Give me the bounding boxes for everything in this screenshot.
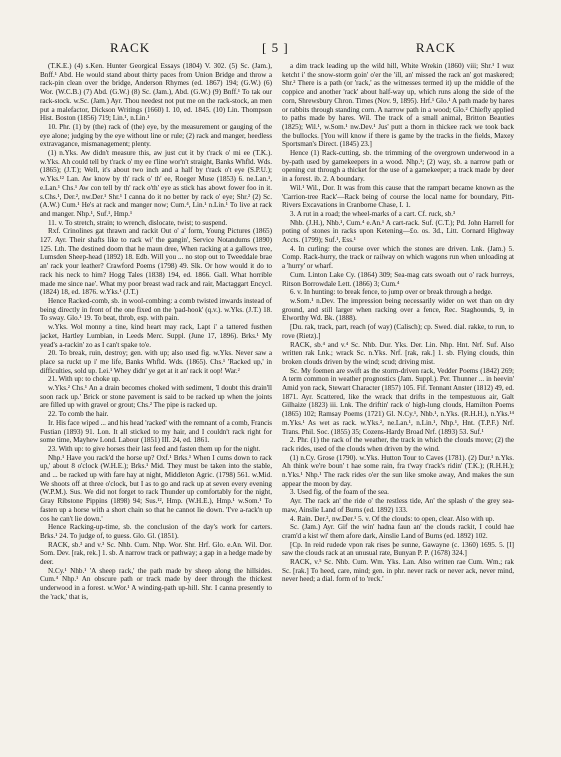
entry-paragraph: (1) n.Yks. Aw didn't measure this, aw just cut it by t'rack o' mi ee (T.K.). w.Yks. Ah could tell by t'rack o' my ee t'line wor'n't straight, Banks Whfld. Wds. (1865); (J.T.); Well, it's about two inch and a half by t'rack o't eye (S.P.U.); w.Yks.¹² Lan. Aw know by th' rack o' th' ee, Roeger Muse (1853) 6. ne.Lan.¹, e.Lan.¹ Chs.¹ Aw con tell by th' rack o'th' eye as stick has abowt fower foo in it. s.Chs.¹, Der.², nw.Der.¹ Shr.¹ I canna do it no better by rack o' eye; Shr.² (2) Sc. (A.W.) Cum.¹ He's at rack and manger now; Cum.⁴, Lin.¹ n.Lin.¹ To live at rack and manger. Nhp.¹, Suf.¹, Hmp.¹ (40, 149, 272, 218)
entry-paragraph: Cum. Linton Lake Cy. (1864) 309; Sea-mag cats swoath out o' rack hurreys, Ritson Borrowdale Lett. (1866) 3; Cum.⁴ (282, 270, 514, 288)
entry-paragraph: N.Cy.¹ Nhb.¹ 'A sheep rack,' the path made by sheep along the hillsides. Cum.⁴ Nhp.¹ An obscure path or track made by deer through the thickest underwood in a forest. w.Wor.¹ A winding-path up-hill. Shr. I canna presently to the 'rack,' that is, (40, 566, 272, 601)
entry-paragraph: 21. With up: to choke up. (48, 375, 121, 384)
right-column (282, 62, 514, 752)
entry-paragraph: 4. Rain. Der.², nw.Der.¹ 5. v. Of the clouds: to open, clear. Also with up. (290, 514, 495, 523)
entry-paragraph: w.Yks.² Chs.¹ An a drain becomes choked with sediment, 'I doubt this drain'll soon rack up.' Brick or stone pavement is said to be racked up when the joints are filled up with gravel or grout; Chs.² The pipe is racked up. (40, 384, 272, 410)
entry-paragraph: w.Yks. Wol monny a tine, kind heart may rack, Lapt i' a tattered fusthen jacket, Hartley Lumbian, in Leeds Merc. Suppl. (June 17, 1896). Brks.¹ My yead's a-rackin' zo as I can't spake to'e. (40, 323, 272, 349)
entry-paragraph: Wil.¹ Wil., Dor. It was from this cause that the rampart became known as the 'Carrion-tree Rack'—Rack being of course the local name for boundary, Pitt-Rivers Excavations in Cranborne Chase, I. 1. (282, 183, 514, 210)
entry-paragraph: 6. v. In hunting: to break fence, to jump over or break through a hedge. (290, 288, 493, 297)
left-column (40, 62, 272, 752)
entry-paragraph: 3. Used fig. of the foam of the sea. (290, 488, 389, 497)
page-number: [ 5 ] (262, 40, 289, 55)
entry-paragraph: 23. With up: to give horses their last feed and fasten them up for the night. (48, 444, 261, 453)
entry-paragraph: 4. In curling: the course over which the stones are driven. Lnk. (Jam.) 5. Comp. Rack-hurry, the track or railway on which wagons run when unloading at a 'hurry' or wharf. (282, 244, 514, 271)
entry-paragraph: Rxf. Crinolines gat thrawn and rackit Out o' a' form, Young Pictures (1865) 127. Ayr. Their shafts like to rack wi' the gangin', Service Notandums (1890) 125. Lth. The destined doom that he maun dree, When racking at a gallows tree, Lumsden Sheep-head (1892) 18. Edb. Will you ... no stop out to Tweeddale brae an' rack your leather? Crawford Poems (1798) 49. Slk. Or how would it do to rack his neck to him? Hogg Tales (1838) 194, ed. 1866. Gall. What horrible made me since nae'. What my poor breast wad rack and rair, Mactaggart Encycl. (1824) 18, ed. 1876. w.Yks.¹ (J.T.) (40, 227, 272, 297)
entry-paragraph: [Du. rak, track, part, reach (of way) (Calisch); cp. Swed. dial. rakke, to run, to rove (Rietz).] (282, 323, 514, 340)
entry-paragraph: (T.K.E.) (4) s.Ken. Hunter Georgical Essays (1804) V. 302. (5) Sc. (Jam.), Bnff.¹ Abd. He would stand about thirty paces from Union Bridge and throw a rack-pin clean over the bridge, Anderson Rhymes (ed. 1867) 194; (G.W.) (6) Wor. (W.C.B.) (7) Abd. (G.W.) (8) Sc. (Jam.), Abd. (G.W.) (9) Bnff.¹ To tak our rack-stock. w.Sc. (Jam.) Ayr. Thou needest not put me on the rack-stock, an men put a malefactor, Dickson Writings (1660) I. 10, ed. 1845. (10) Lin. Thompson Hist. Boston (1856) 719; Lin.¹, n.Lin.¹ (40, 62, 272, 123)
entry-paragraph: [Cp. In reid rudede vpon rak rises þe sunne, Gawayne (c. 1360) 1695. 5. [I] saw the clouds rack at an unusual rate, Bunyan P. P. (1678) 324.] (282, 540, 514, 558)
entry-paragraph: w.Som.¹ n.Dev. The impression being necessarily wider on wet than on dry ground, and still larger when racking over a fence, Rec. Staghounds, 9, in Elworthy Wd. Bk. (1888). (282, 296, 514, 323)
entry-paragraph: Hence Racked-comb, sb. in wool-combing: a comb twisted inwards instead of being directly in front of the one fixed on the 'pad-hook' (q.v.). w.Yks. (J.T.) 18. To sway. Glo.¹ 19. To beat, throb, esp. with pain. (40, 296, 272, 323)
entry-paragraph: Hence (1) Rack-cutting, sb. the trimming of the overgrown underwood in a by-path used by gamekeepers in a wood. Nhp.¹; (2) way, sb. a narrow path or opening cut through a thicket for the use of a gamekeeper; a track made by deer in a forest. ib. 2. A boundary. (282, 149, 514, 184)
entry-paragraph: Nhb. (J.H.), Nhb.¹, Cum.⁴ e.An.¹ A cart-rack. Suf. (C.T.); Pd. John Harrell for poting of stones in racks upon Ketening—£o. os. 3d., Litt. Cornard Highway Accts. (1799); Suf.¹, Ess.¹ (282, 218, 514, 245)
entry-paragraph: Hence Racking-up-time, sb. the conclusion of the day's work for carters. Brks.¹ 24. To judge of, to guess. Glo. Gl. (1851). (40, 523, 272, 540)
entry-paragraph: 2. Phr. (1) the rack of the weather, the track in which the clouds move; (2) the rack rides, used of the clouds when driven by the wind. (282, 436, 514, 453)
entry-paragraph: 11. v. To stretch, strain; to wrench, dislocate, twist; to suspend. (48, 218, 228, 227)
entry-paragraph: (1) n.Cy. Grose (1790). w.Yks. Hutton Tour to Caves (1781). (2) Dur.¹ n.Yks. Ah think we're boun' t hae some rain, fra t'way t'rack's ridin' (T.K.); (R.H.H.); n.Yks.¹ Nhp.¹ The rack rides o'er the sun like smoke away, And makes the sun appear the moon by day. (282, 453, 514, 488)
entry-paragraph: Sc. (Jam.) Ayr. Gif the win' hadna faun an' the clouds rackit, I could hae cram'd a kist wi' them afore dark, Ainslie Land of Burns (ed. 1892) 102. (282, 523, 514, 540)
entry-paragraph: Ayr. The rack an' the ride o' the restless tide, An' the splash o' the grey sea-maw, Ainslie Land of Burns (ed. 1892) 133. (282, 497, 514, 514)
running-head-right: RACK (415, 40, 456, 55)
entry-paragraph: 3. A rut in a road; the wheel-marks of a cart. Cf. ruck, sb.³ (290, 209, 456, 218)
entry-paragraph: 22. To comb the hair. (48, 410, 109, 419)
entry-paragraph: 20. To break, ruin, destroy; gen. with up; also used fig. w.Yks. Never saw a place sa ruckt up i' me life, Banks Whfld. Wds. (1865). Chs.¹ 'Racked up,' in difficulties, sold up. Lei.¹ Whey didn' ye get at it an' rack it oop! War.² (40, 349, 272, 375)
entry-paragraph: 10. Phr. (1) by (the) rack of (the) eye, by the measurement or gauging of the eye alone; judging by the eye without line or rule; (2) rack and manger, heedless extravagance, mismanagement; plenty. (40, 122, 272, 149)
entry-paragraph: Sc. My foemen are swift as the storm-driven rack, Vedder Poems (1842) 269; A term common in weather prognostics (Jam. Suppl.). Per. Thunner ... in heevin' Amid yon rack, Stewart Character (1857) 105. Fif. Tennant Anster (1812) 49, ed. 1871. Ayr. Scattered, like the wrack that drifts in the tempestuous air, Galt Gilhaize (1823) iii. Lnk. The driftin' rack o' high-lung clouds, Hamilton Poems (1865) 102; Ramsay Poems (1721) Gl. N.Cy.¹, Nhb.¹, n.Yks. (R.H.H.), n.Yks.¹⁴ m.Yks.¹ As wet as rack. w.Yks.², ne.Lan.¹, n.Lin.¹, Nhp.¹, Hnt. (T.P.F.) Nrf. Trans. Phil. Soc. (1855) 35; Cozens-Hardy Broad Nrf. (1893) 53. Suf.¹ (282, 366, 514, 436)
entry-paragraph: RACK, sb.⁴ and v.⁴ Sc. Nhb. Dur. Yks. Der. Lin. Nhp. Hnt. Nrf. Suf. Also written rak Lnk.; wrack Sc. n.Yks. Nrf. [rak, rak.] 1. sb. Flying clouds, thin broken clouds driven by the wind; scud; driving mist. (282, 340, 514, 366)
entry-paragraph: a dim track leading up the wild hill, White Wrekin (1860) viii; Shr.¹ I wuz ketcht i' the snow-storm goin' o'er the 'ill, an' missed the rack an' got maskered; Shr.² There is a path (or 'rack,' as the witnesses termed it) up the middle of the coppice and another 'rack' about half-way up, which runs along the side of the corn, Shrewsbury Chron. Times (Nov. 9, 1895). Hrf.¹ Glo.¹ A path made by hares or rabbits through standing corn. A narrow path in a wood; Glo.² Chiefly applied to paths made by hares. Wil. The track of a small animal, Britton Beauties (1825); Wil.¹, w.Som.¹ nw.Dev.¹ Jus' putt a thorn in thickee rack we took back the bullocks. [You will know if there is game by the tracks in the fields, Maxey Sportsman's Direct. (1845) 23.] (282, 62, 514, 149)
entry-paragraph: RACK, sb.³ and v.³ Sc. Nhb. Cum. Nhp. Wor. Shr. Hrf. Glo. e.An. Wil. Dor. Som. Dev. [rak, rek.] 1. sb. A narrow track or pathway; a gap in a hedge made by deer. (40, 540, 272, 567)
entry-paragraph: Nhp.¹ Have you rack'd the horse up? Oxf.¹ Brks.¹ When I cums down to rack up,' about 8 o'clock (W.H.E.); Brks.¹ Mid. They must be taken into the stable, and ... be racked up with fare hay at night, Middleton Agric. (1798) 561. w.Mid. We shoots off at three o'clock, but I as to go and rack up at seven every evening (W.P.M.). Sus. We did not forget to rack Thunder up comfortably for the night, Gray Ribstone Pippins (1898) 94; Sus.¹², Hmp. (W.H.E.), Hmp.¹ w.Som.¹ To fasten up a horse with a short chain so that he cannot lie down. 'I've a-rack'n up cos he can't lie down.' (40, 453, 272, 523)
entry-paragraph: Ir. His face wiped ... and his head 'racked' with the remnant of a comb, Francis Fustian (1893) 91. Lon. It all sticked to my hair, and I couldn't rack right for some time, Mayhew Lond. Labour (1851) III. 24, ed. 1861. (40, 418, 272, 445)
entry-paragraph: RACK, v.⁵ Sc. Nhb. Cum. Wm. Yks. Lan. Also written rae Cum. Wm.; rak Sc. [rak.] To heed, care, mind; gen. in phr. never rack or never ack, never mind, never heed; a dial. form of to 'reck.' (282, 558, 514, 584)
page-header (40, 40, 516, 58)
running-head-left: RACK (110, 40, 151, 55)
